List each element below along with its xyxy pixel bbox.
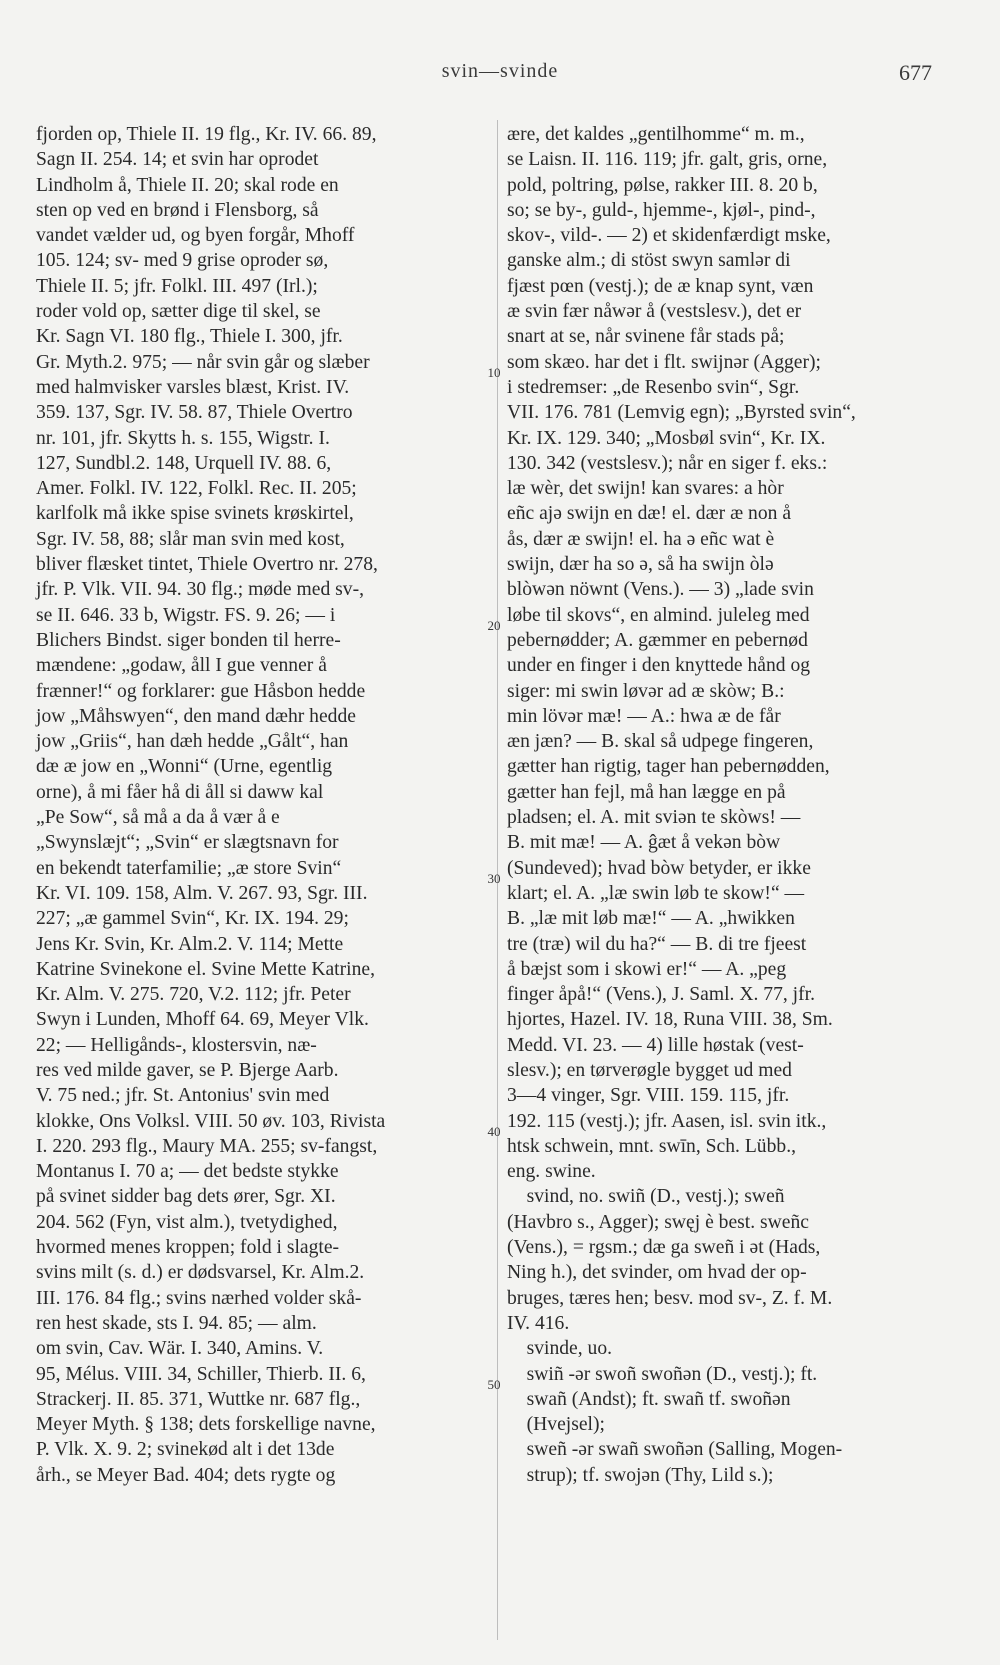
text-line: skov-, vild-. — 2) et skidenfærdigt mske, xyxy=(507,225,831,247)
text-line: svind, no. swiñ (D., vestj.); sweñ xyxy=(507,1186,785,1208)
text-line: svins milt (s. d.) er dødsvarsel, Kr. Alm.2. xyxy=(36,1262,365,1284)
page-number: 677 xyxy=(899,60,932,85)
text-line: roder vold op, sætter dige til skel, se xyxy=(36,301,321,323)
text-line: I. 220. 293 flg., Maury MA. 255; sv-fangst, xyxy=(36,1135,378,1157)
text-line: Sagn II. 254. 14; et svin har oprodet xyxy=(36,149,319,171)
text-line: sweñ -ər swañ swoñən (Salling, Mogen- xyxy=(507,1439,843,1461)
text-line: æn jæn? — B. skal så udpege fingeren, xyxy=(507,731,814,753)
text-line: Thiele II. 5; jfr. Folkl. III. 497 (Irl.); xyxy=(36,275,318,297)
text-line: hjortes, Hazel. IV. 18, Runa VIII. 38, Sm. xyxy=(507,1009,833,1031)
text-line: æ svin fær nåwər å (vestslesv.), det er xyxy=(507,301,802,323)
text-line: svinde, uo. xyxy=(507,1338,613,1360)
text-line: gætter han fejl, må han lægge en på xyxy=(507,781,786,803)
text-line: se Laisn. II. 116. 119; jfr. galt, gris, orne, xyxy=(507,149,828,171)
page-header xyxy=(0,60,1000,90)
text-line: læ wèr, det swijn! kan svares: a hòr xyxy=(507,478,784,500)
text-line: 227; „æ gammel Svin“, Kr. IX. 194. 29; xyxy=(36,908,349,930)
text-line: (Sundeved); hvad bòw betyder, er ikke xyxy=(507,857,811,879)
text-line: Kr. VI. 109. 158, Alm. V. 267. 93, Sgr. III. xyxy=(36,882,368,904)
text-line: som skæo. har det i flt. swijnər (Agger); xyxy=(507,351,821,373)
text-line: bliver flæsket tintet, Thiele Overtro nr. 278, xyxy=(36,554,378,576)
text-line: Montanus I. 70 a; — det bedste stykke xyxy=(36,1161,339,1183)
text-line: Ning h.), det svinder, om hvad der op- xyxy=(507,1262,807,1284)
text-line: i stedremser: „de Resenbo svin“, Sgr. xyxy=(507,376,800,398)
text-line: hvormed menes kroppen; fold i slagte- xyxy=(36,1237,340,1259)
text-line: 204. 562 (Fyn, vist alm.), tvetydighed, xyxy=(36,1211,338,1233)
text-line: på svinet sidder bag dets ører, Sgr. XI. xyxy=(36,1186,336,1208)
text-line: (Hvejsel); xyxy=(507,1414,605,1436)
text-line: 359. 137, Sgr. IV. 58. 87, Thiele Overtro xyxy=(36,402,353,424)
text-line: ren hest skade, sts I. 94. 85; — alm. xyxy=(36,1312,317,1334)
text-line: 127, Sundbl.2. 148, Urquell IV. 88. 6, xyxy=(36,452,332,474)
text-line: ære, det kaldes „gentilhomme“ m. m., xyxy=(507,124,805,145)
text-line: Swyn i Lunden, Mhoff 64. 69, Meyer Vlk. xyxy=(36,1009,369,1031)
running-title: svin—svinde xyxy=(441,60,559,82)
text-line: Kr. Alm. V. 275. 720, V.2. 112; jfr. Peter xyxy=(36,984,351,1006)
text-line: (Vens.), = rgsm.; dæ ga sweñ i ət (Hads, xyxy=(507,1237,821,1259)
text-line: swañ (Andst); ft. swañ tf. swoñən xyxy=(507,1388,791,1410)
text-line: V. 75 ned.; jfr. St. Antonius' svin med xyxy=(36,1085,330,1107)
text-line: Blichers Bindst. siger bonden til herre- xyxy=(36,629,341,651)
line-number: 30 xyxy=(487,871,501,886)
text-line: min lövər mæ! — A.: hwa æ de får xyxy=(507,705,781,727)
text-line: 130. 342 (vestslesv.); når en siger f. eks.: xyxy=(507,452,828,474)
line-number: 20 xyxy=(487,618,501,633)
text-line: slesv.); en tørverøgle bygget ud med xyxy=(507,1059,792,1081)
line-number: 40 xyxy=(487,1124,501,1139)
left-column xyxy=(36,122,486,1488)
text-line: pebernødder; A. gæmmer en pebernød xyxy=(507,629,808,651)
text-line: so; se by-, guld-, hjemme-, kjøl-, pind-, xyxy=(507,199,816,221)
text-line: frænner!“ og forklarer: gue Håsbon hedde xyxy=(36,680,366,702)
text-line: Strackerj. II. 85. 371, Wuttke nr. 687 flg., xyxy=(36,1388,361,1410)
text-line: „Pe Sow“, så må a da å vær å e xyxy=(36,807,280,829)
text-line: pladsen; el. A. mit sviən te skòws! — xyxy=(507,807,801,829)
text-line: å bæjst som i skowi er!“ — A. „peg xyxy=(507,958,787,980)
right-column xyxy=(507,122,937,1488)
text-line: om svin, Cav. Wär. I. 340, Amins. V. xyxy=(36,1338,324,1360)
text-line: pold, poltring, pølse, rakker III. 8. 20 b, xyxy=(507,174,818,196)
text-line: en bekendt taterfamilie; „æ store Svin“ xyxy=(36,857,342,879)
text-line: Katrine Svinekone el. Svine Mette Katrine, xyxy=(36,958,375,980)
text-line: res ved milde gaver, se P. Bjerge Aarb. xyxy=(36,1059,339,1081)
text-line: under en finger i den knyttede hånd og xyxy=(507,655,811,677)
text-line: Gr. Myth.2. 975; — når svin går og slæber xyxy=(36,351,370,373)
text-line: jfr. P. Vlk. VII. 94. 30 flg.; møde med sv-, xyxy=(36,579,365,601)
text-line: 22; — Helligånds-, klostersvin, næ- xyxy=(36,1034,317,1056)
text-line: siger: mi swin løvər ad æ skòw; B.: xyxy=(507,680,785,702)
text-line: fjorden op, Thiele II. 19 flg., Kr. IV. 66. 89, xyxy=(36,124,377,145)
text-line: swijn, dær ha so ə, så ha swijn òlə xyxy=(507,554,774,576)
text-line: bruges, tæres hen; besv. mod sv-, Z. f. M. xyxy=(507,1287,833,1309)
text-line: 105. 124; sv- med 9 grise oproder sø, xyxy=(36,250,329,272)
text-line: VII. 176. 781 (Lemvig egn); „Byrsted svin“, xyxy=(507,402,856,424)
text-line: 95, Mélus. VIII. 34, Schiller, Thierb. II. 6, xyxy=(36,1363,366,1385)
text-line: snart at se, når svinene får stads på; xyxy=(507,326,785,348)
text-line: klokke, Ons Volksl. VIII. 50 øv. 103, Rivista xyxy=(36,1110,386,1132)
text-line: htsk schwein, mnt. swīn, Sch. Lübb., xyxy=(507,1135,796,1157)
text-line: tre (træ) wil du ha?“ — B. di tre fjeest xyxy=(507,933,807,955)
text-line: nr. 101, jfr. Skytts h. s. 155, Wigstr. I. xyxy=(36,427,330,449)
text-line: III. 176. 84 flg.; svins nærhed volder skå- xyxy=(36,1287,362,1309)
text-line: swiñ -ər swoñ swoñən (D., vestj.); ft. xyxy=(507,1363,818,1385)
text-line: „Swynslæjt“; „Svin“ er slægtsnavn for xyxy=(36,832,339,854)
text-line: mændene: „godaw, åll I gue venner å xyxy=(36,655,327,677)
text-line: B. mit mæ! — A. ĝæt å vekən bòw xyxy=(507,832,781,854)
text-line: med halmvisker varsles blæst, Krist. IV. xyxy=(36,376,350,398)
text-line: IV. 416. xyxy=(507,1312,570,1334)
line-number: 50 xyxy=(487,1377,501,1392)
text-line: 192. 115 (vestj.); jfr. Aasen, isl. svin itk., xyxy=(507,1110,827,1132)
text-line: (Havbro s., Agger); swęj è best. sweñc xyxy=(507,1211,809,1233)
text-line: eñc ajə swijn en dæ! el. dær æ non å xyxy=(507,503,792,525)
text-line: ganske alm.; di stöst swyn samlər di xyxy=(507,250,791,272)
text-line: Amer. Folkl. IV. 122, Folkl. Rec. II. 205; xyxy=(36,478,357,500)
text-line: se II. 646. 33 b, Wigstr. FS. 9. 26; — i xyxy=(36,604,336,626)
text-line: Kr. Sagn VI. 180 flg., Thiele I. 300, jfr. xyxy=(36,326,343,348)
text-line: blòwən nöwnt (Vens.). — 3) „lade svin xyxy=(507,579,814,601)
text-line: ås, dær æ swijn! el. ha ə eñc wat è xyxy=(507,528,775,550)
text-line: Medd. VI. 23. — 4) lille høstak (vest- xyxy=(507,1034,804,1056)
text-line: Sgr. IV. 58, 88; slår man svin med kost, xyxy=(36,528,345,550)
text-line: jow „Måhswyen“, den mand dæhr hedde xyxy=(36,705,356,727)
text-line: klart; el. A. „læ swin løb te skow!“ — xyxy=(507,882,805,904)
text-line: dæ æ jow en „Wonni“ (Urne, egentlig xyxy=(36,756,333,778)
text-line: 3—4 vinger, Sgr. VIII. 159. 115, jfr. xyxy=(507,1085,790,1107)
text-line: P. Vlk. X. 9. 2; svinekød alt i det 13de xyxy=(36,1439,335,1461)
text-line: karlfolk må ikke spise svinets krøskirtel, xyxy=(36,503,354,525)
text-line: B. „læ mit løb mæ!“ — A. „hwikken xyxy=(507,908,795,930)
text-line: strup); tf. swojən (Thy, Lild s.); xyxy=(507,1464,774,1486)
text-line: løbe til skovs“, en almind. juleleg med xyxy=(507,604,810,626)
text-line: fjæst pœn (vestj.); de æ knap synt, væn xyxy=(507,275,814,297)
text-line: finger åpå!“ (Vens.), J. Saml. X. 77, jfr. xyxy=(507,984,815,1006)
text-line: sten op ved en brønd i Flensborg, så xyxy=(36,199,319,221)
text-line: Kr. IX. 129. 340; „Mosbøl svin“, Kr. IX. xyxy=(507,427,826,449)
text-line: Lindholm å, Thiele II. 20; skal rode en xyxy=(36,174,339,196)
text-line: vandet vælder ud, og byen forgår, Mhoff xyxy=(36,225,355,247)
text-line: eng. swine. xyxy=(507,1161,596,1183)
text-line: jow „Griis“, han dæh hedde „Gålt“, han xyxy=(36,731,349,753)
text-line: orne), å mi fåer hå di åll si daww kal xyxy=(36,781,324,803)
text-line: gætter han rigtig, tager han pebernødden, xyxy=(507,756,830,778)
text-line: årh., se Meyer Bad. 404; dets rygte og xyxy=(36,1464,336,1486)
line-number: 10 xyxy=(487,365,501,380)
text-line: Jens Kr. Svin, Kr. Alm.2. V. 114; Mette xyxy=(36,933,344,955)
text-line: Meyer Myth. § 138; dets forskellige navne, xyxy=(36,1414,376,1436)
